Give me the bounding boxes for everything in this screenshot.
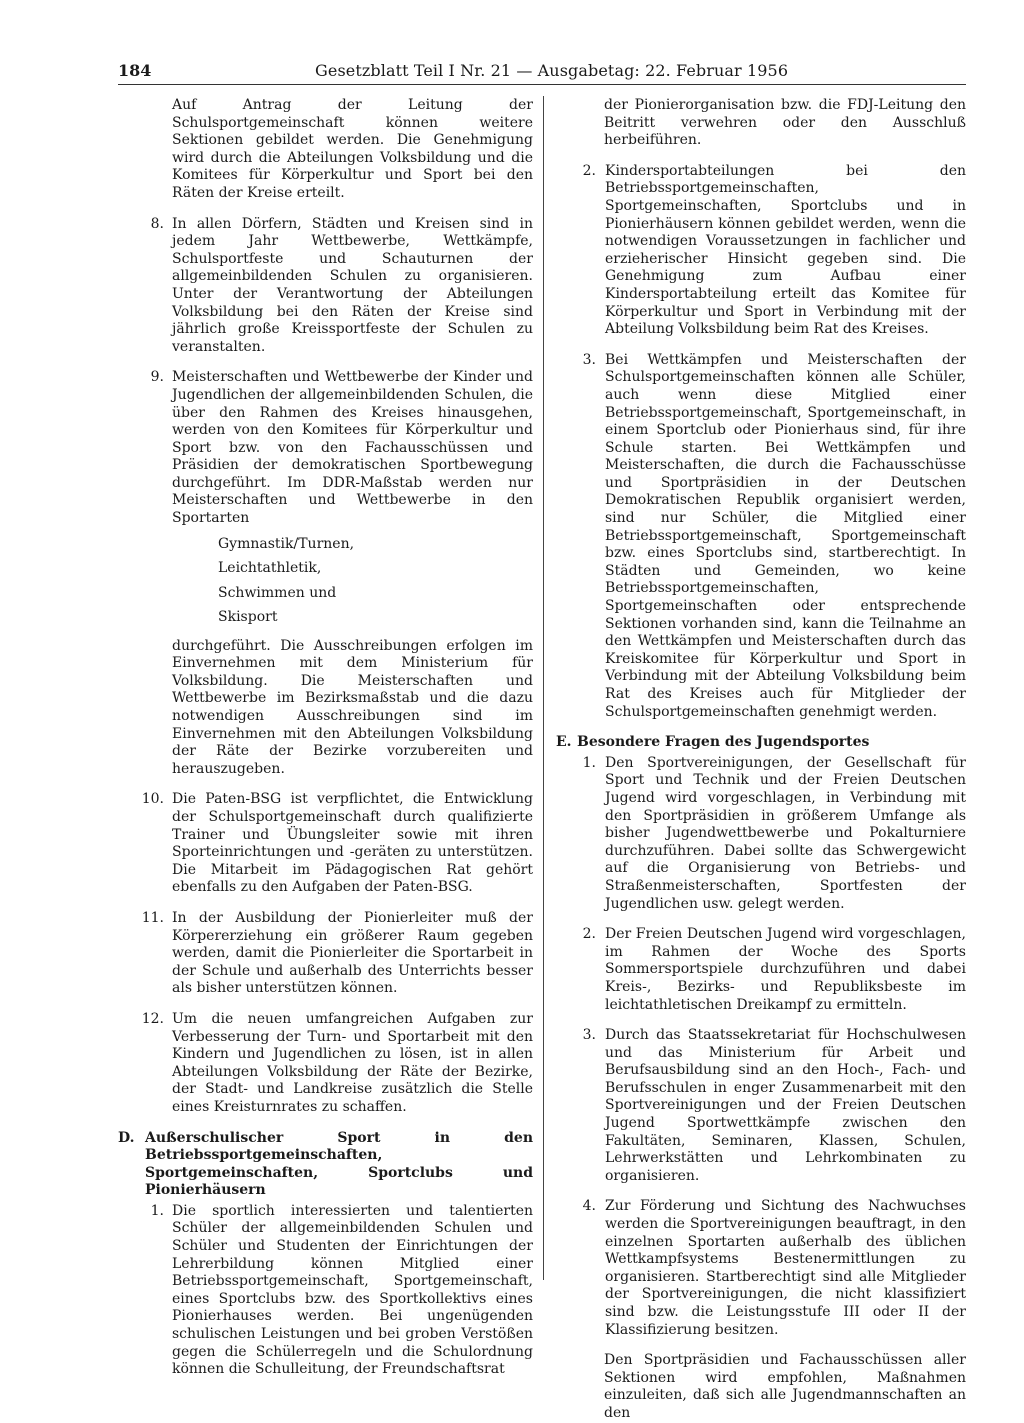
item-number: 3. [582,1027,596,1044]
item-text: Die Paten-BSG ist verpflichtet, die Entwicklung der Schulsportgemeinschaft durch qualifizierte Trainer und Übungsleiter sowie mit ihren Sporteinrichtungen und -geräten zu unterstützen. Die Mitarbeit im Pädagogischen Rat gehört ebenfalls zu den Aufgaben der Paten-BSG. [172,791,533,896]
section-e-item-4 [556,1198,966,1339]
item-text: Den Sportvereinigungen, der Gesellschaft für Sport und Technik und der Freien Deutschen Jugend wird vorgeschlagen, in Verbindung mit den Sportpräsidien in größerem Umfange als bisher Jugendwettbewerbe und Pokalturniere durchzuführen. Dabei sollte das Schwergewicht auf die Organisierung von Betriebs- und Straßenmeisterschaften, Sportfesten der Jugendlichen usw. gelegt werden. [605,754,966,912]
list-item-11 [118,910,533,998]
item-text: Meisterschaften und Wettbewerbe der Kinder und Jugendlichen der allgemeinbildenden Schulen, die über den Rahmen des Kreises hinausgehen, werden von den Komitees für Körperkultur und Sport bzw. von den Fachausschüssen und Präsidien der demokratischen Sportbewegung durchgeführt. Im DDR-Maßstab werden nur Meisterschaften und Wettbewerbe in den Sportarten [172,369,533,527]
sports-list [118,532,533,630]
right-column [556,97,966,1423]
running-title: Gesetzblatt Teil I Nr. 21 — Ausgabetag: 22. Februar 1956 [315,61,789,80]
list-item-12 [118,1011,533,1117]
item-number: 2. [582,926,596,943]
final-paragraph: Den Sportpräsidien und Fachausschüssen aller Sektionen wird empfohlen, Maßnahmen einzuleiten, daß sich alle Jugendmannschaften an den [604,1352,966,1421]
item-number: 1. [582,754,596,771]
item-text: Um die neuen umfangreichen Aufgaben zur Verbesserung der Turn- und Sportarbeit mit den Kindern und Jugendlichen zu lösen, ist in allen Abteilungen Volksbildung der Räte der Bezirke, der Stadt- und Landkreise zusätzlich die Stelle eines Kreisturnrates zu schaffen. [172,1010,533,1115]
item-text: Zur Förderung und Sichtung des Nachwuchses werden die Sportvereinigungen beauftragt, in den einzelnen Sportarten außerhalb des üblichen Wettkampfsystems Bestenermittlungen zu organisieren. Startberechtigt sind alle Mitglieder der Sportvereinigungen, die nicht klassifiziert sind bzw. die Leistungsstufe III oder II der Klassifizierung besitzen. [605,1198,966,1338]
item-9-continued: durchgeführt. Die Ausschreibungen erfolgen im Einvernehmen mit dem Ministerium für Volksbildung. Die Meisterschaften und Wettbewerbe im Bezirksmaßstab und die dazu notwendigen Ausschreibungen sind im Einvernehmen mit den Abteilungen Volksbildung der Räte der Bezirke vorzubereiten und herauszugeben. [172,637,533,777]
item-number: 9. [150,369,164,386]
list-item-9 [118,369,533,527]
section-d-heading [118,1130,533,1200]
section-letter: D. [118,1129,135,1146]
item-text: In der Ausbildung der Pionierleiter muß der Körpererziehung ein größerer Raum gegeben werden, damit die Pionierleiter die Sportarbeit in der Schule und außerhalb des Unterrichts besser als bisher unterstützen können. [172,909,533,997]
continuation-paragraph: der Pionierorganisation bzw. die FDJ-Leitung den Beitritt verwehren oder den Ausschluß herbeiführen. [604,97,966,149]
item-number: 8. [150,215,164,232]
sport-entry: Schwimmen und [218,584,337,601]
sport-entry: Leichtathletik, [218,560,322,577]
list-item-2 [556,163,966,339]
item-number: 12. [141,1010,164,1027]
intro-paragraph: Auf Antrag der Leitung der Schulsportgemeinschaft können weitere Sektionen gebildet werden. Die Genehmigung wird durch die Abteilungen Volksbildung und die Komitees für Körperkultur und Sport bei den Räten der Kreise erteilt. [172,97,533,201]
section-d-item-1 [118,1203,533,1379]
item-number: 4. [582,1198,596,1215]
page-number: 184 [118,61,152,80]
sport-entry: Gymnastik/Turnen, [218,535,355,552]
item-text: Der Freien Deutschen Jugend wird vorgeschlagen, im Rahmen der Woche des Sports Sommersportspiele durchzuführen und dabei Kreis-, Bezirks- und Republiksbeste im leichtathletischen Dreikampf zu ermitteln. [605,926,966,1013]
item-number: 2. [582,162,596,179]
section-e-item-1 [556,755,966,913]
section-e-item-3 [556,1027,966,1185]
item-text: Durch das Staatssekretariat für Hochschulwesen und das Ministerium für Arbeit und Berufsausbildung sind an den Hoch-, Fach- und Berufsschulen in enger Zusammenarbeit mit den Sportvereinigungen und der Freien Deutschen Jugend Sportwettkämpfe zwischen den Fakultäten, Seminaren, Klassen, Schulen, Lehrwerkstätten und Lehrkombinaten zu organisieren. [605,1027,966,1184]
item-number: 11. [141,909,164,926]
sport-entry: Skisport [218,609,278,626]
section-e-item-2 [556,926,966,1014]
item-number: 1. [150,1202,164,1219]
header-rule [118,84,966,85]
list-item-10 [118,791,533,897]
item-text: Bei Wettkämpfen und Meisterschaften der Schulsportgemeinschaften können alle Schüler, auch wenn diese Mitglied einer Betriebssportgemeinschaft, Sportgemeinschaft, in einem Sportclub oder Pionierhaus sind, für ihre Schule starten. Bei Wettkämpfen und Meisterschaften, die durch die Fachausschüsse und Sportpräsidien in der Deutschen Demokratischen Republik organisiert werden, sind nur Schüler, die Mitglied einer Betriebssportgemeinschaft, Sportgemeinschaft bzw. eines Sportclubs sind, startberechtigt. In Städten und Gemeinden, wo keine Betriebssportgemeinschaften, Sportgemeinschaften oder entsprechende Sektionen vorhanden sind, kann die Teilnahme an den Wettkämpfen und Meisterschaften durch das Kreiskomitee für Körperkultur und Sport in Verbindung mit der Abteilung Volksbildung beim Rat des Kreises auch für Mitglieder der Schulsportgemeinschaften genehmigt werden. [605,351,966,720]
item-number: 3. [582,351,596,368]
list-item-3 [556,352,966,721]
item-text: Kindersportabteilungen bei den Betriebssportgemeinschaften, Sportgemeinschaften, Sportclubs und in Pionierhäusern können gebildet werden, wenn die notwendigen Voraussetzungen in fachlicher und erzieherischer Hinsicht gegeben sind. Die Genehmigung zum Aufbau einer Kindersportabteilung erteilt das Komitee für Körperkultur und Sport in Verbindung mit der Abteilung Volksbildung beim Rat des Kreises. [605,162,966,338]
item-number: 10. [141,791,164,808]
list-item-8 [118,216,533,357]
section-title: Außerschulischer Sport in den Betriebssportgemeinschaften, Sportgemeinschaften, Sportclubs und Pionierhäusern [145,1129,533,1199]
column-divider [543,96,544,1280]
section-letter: E. [556,734,572,751]
page-header [118,62,966,84]
left-column [118,97,533,1392]
section-e-heading [556,734,966,752]
item-text: Die sportlich interessierten und talentierten Schüler der allgemeinbildenden Schulen und Schüler und Studenten der Einrichtungen der Lehrerbildung können Mitglied einer Betriebssportgemeinschaft, Sportgemeinschaft, eines Sportclubs bzw. des Sportkollektivs eines Pionierhauses werden. Bei ungenügenden schulischen Leistungen und bei groben Verstößen gegen die Schülerregeln und die Schulordnung können die Schulleitung, der Freundschaftsrat [172,1202,533,1378]
section-title: Besondere Fragen des Jugendsportes [577,734,870,751]
item-text: In allen Dörfern, Städten und Kreisen sind in jedem Jahr Wettbewerbe, Wettkämpfe, Schulsportfeste und Schauturnen der allgemeinbildenden Schulen zu organisieren. Unter der Verantwortung der Abteilungen Volksbildung bei den Räten der Kreise sind jährlich große Kreissportfeste der Schulen zu veranstalten. [172,215,533,355]
